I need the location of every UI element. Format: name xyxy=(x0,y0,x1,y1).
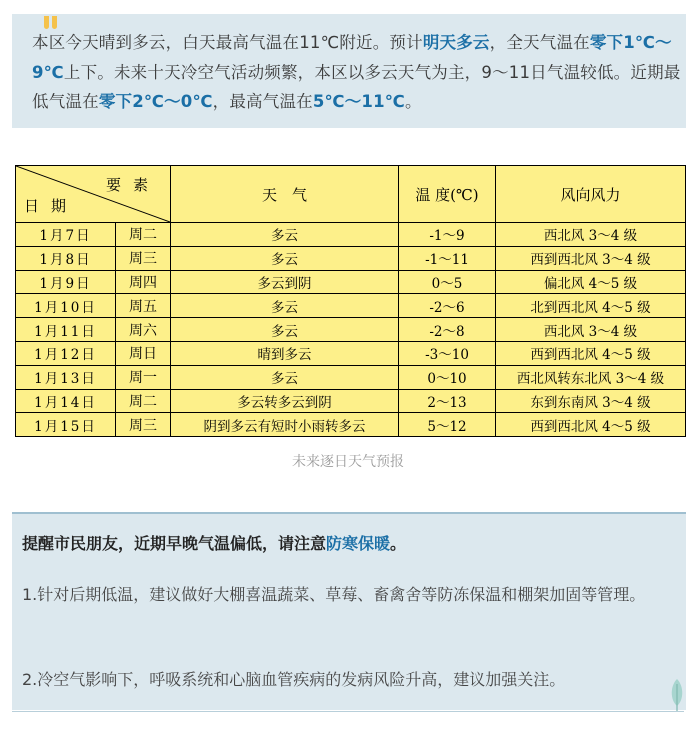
intro-text xyxy=(32,28,682,117)
header-weather: 天 气 xyxy=(171,166,399,223)
cell-temp: 5～12 xyxy=(399,413,496,437)
cell-weather: 多云 xyxy=(171,246,399,270)
cell-temp: -2～8 xyxy=(399,318,496,342)
header-wind: 风向风力 xyxy=(496,166,686,223)
table-row xyxy=(16,413,686,437)
intro-segment: ，全天气温在 xyxy=(489,33,590,52)
table-row xyxy=(16,389,686,413)
table-caption: 未来逐日天气预报 xyxy=(292,454,404,470)
cell-date: 1月12日 xyxy=(16,341,116,365)
cell-temp: 0～5 xyxy=(399,270,496,294)
table-row xyxy=(16,270,686,294)
intro-highlight: 5℃～11℃ xyxy=(312,92,405,111)
cell-weather: 晴到多云 xyxy=(171,341,399,365)
intro-segment: 本区今天晴到多云，白天最高气温在11℃附近。预计 xyxy=(32,33,423,52)
cell-day: 周三 xyxy=(116,246,171,270)
cell-day: 周四 xyxy=(116,270,171,294)
cell-weather: 多云 xyxy=(171,318,399,342)
cell-wind: 东到东南风 3～4 级 xyxy=(496,389,686,413)
table-row xyxy=(16,223,686,247)
cell-date: 1月8日 xyxy=(16,246,116,270)
cell-day: 周二 xyxy=(116,223,171,247)
cell-date: 1月14日 xyxy=(16,389,116,413)
tips-title-prefix: 提醒市民朋友，近期早晚气温偏低，请注意 xyxy=(22,534,327,553)
intro-panel xyxy=(12,14,686,128)
cell-wind: 北到西北风 4～5 级 xyxy=(496,294,686,318)
cell-temp: -3～10 xyxy=(399,341,496,365)
cell-wind: 西到西北风 3～4 级 xyxy=(496,246,686,270)
table-row xyxy=(16,318,686,342)
cell-weather: 多云 xyxy=(171,365,399,389)
header-temp: 温 度(℃) xyxy=(399,166,496,223)
cell-weather: 多云转多云到阴 xyxy=(171,389,399,413)
cell-weather: 阴到多云有短时小雨转多云 xyxy=(171,413,399,437)
tip-item-1: 1.针对后期低温，建议做好大棚喜温蔬菜、草莓、畜禽舍等防冻保温和棚架加固等管理。 xyxy=(22,585,646,604)
cell-weather: 多云 xyxy=(171,294,399,318)
quote-mark-icon xyxy=(44,14,72,28)
intro-highlight: 零下1℃～9℃ xyxy=(32,33,672,82)
tips-title-highlight: 防寒保暖 xyxy=(326,534,391,553)
cell-temp: -1～11 xyxy=(399,246,496,270)
cell-wind: 西北风 3～4 级 xyxy=(496,318,686,342)
tip-item-2: 2.冷空气影响下，呼吸系统和心脑血管疾病的发病风险升高，建议加强关注。 xyxy=(22,670,566,689)
table-row xyxy=(16,365,686,389)
cell-day: 周一 xyxy=(116,365,171,389)
forecast-table xyxy=(15,165,686,437)
cell-wind: 西北风转东北风 3～4 级 xyxy=(496,365,686,389)
cell-day: 周二 xyxy=(116,389,171,413)
tips-panel xyxy=(12,512,686,710)
cell-wind: 西北风 3～4 级 xyxy=(496,223,686,247)
intro-segment: 。 xyxy=(404,92,422,111)
cell-date: 1月11日 xyxy=(16,318,116,342)
header-yaosu: 要素 xyxy=(105,176,160,194)
cell-date: 1月15日 xyxy=(16,413,116,437)
cell-day: 周六 xyxy=(116,318,171,342)
tips-title-suffix: 。 xyxy=(390,534,407,553)
cell-day: 周三 xyxy=(116,413,171,437)
cell-date: 1月7日 xyxy=(16,223,116,247)
header-diagonal-cell xyxy=(16,166,171,223)
tips-title xyxy=(22,531,406,554)
cell-weather: 多云 xyxy=(171,223,399,247)
cell-wind: 西到西北风 4～5 级 xyxy=(496,413,686,437)
bottom-divider xyxy=(12,711,684,712)
header-riqi: 日期 xyxy=(24,197,79,215)
cell-temp: -2～6 xyxy=(399,294,496,318)
cell-wind: 偏北风 4～5 级 xyxy=(496,270,686,294)
cell-day: 周日 xyxy=(116,341,171,365)
cell-temp: -1～9 xyxy=(399,223,496,247)
cell-temp: 2～13 xyxy=(399,389,496,413)
table-row xyxy=(16,294,686,318)
table-row xyxy=(16,341,686,365)
intro-highlight: 明天多云 xyxy=(422,33,490,52)
cell-temp: 0～10 xyxy=(399,365,496,389)
intro-segment: ，最高气温在 xyxy=(212,92,313,111)
cell-wind: 西到西北风 4～5 级 xyxy=(496,341,686,365)
cell-day: 周五 xyxy=(116,294,171,318)
table-header-row xyxy=(16,166,686,223)
cell-date: 1月10日 xyxy=(16,294,116,318)
cell-date: 1月9日 xyxy=(16,270,116,294)
leaf-icon xyxy=(669,678,685,714)
cell-weather: 多云到阴 xyxy=(171,270,399,294)
intro-segment: 上下。未来十天冷空气活动频繁，本区以多云天气为主，9～11日气温较低。近期最低气温在 xyxy=(32,62,681,111)
table-row xyxy=(16,246,686,270)
intro-highlight: 零下2℃～0℃ xyxy=(98,92,213,111)
cell-date: 1月13日 xyxy=(16,365,116,389)
